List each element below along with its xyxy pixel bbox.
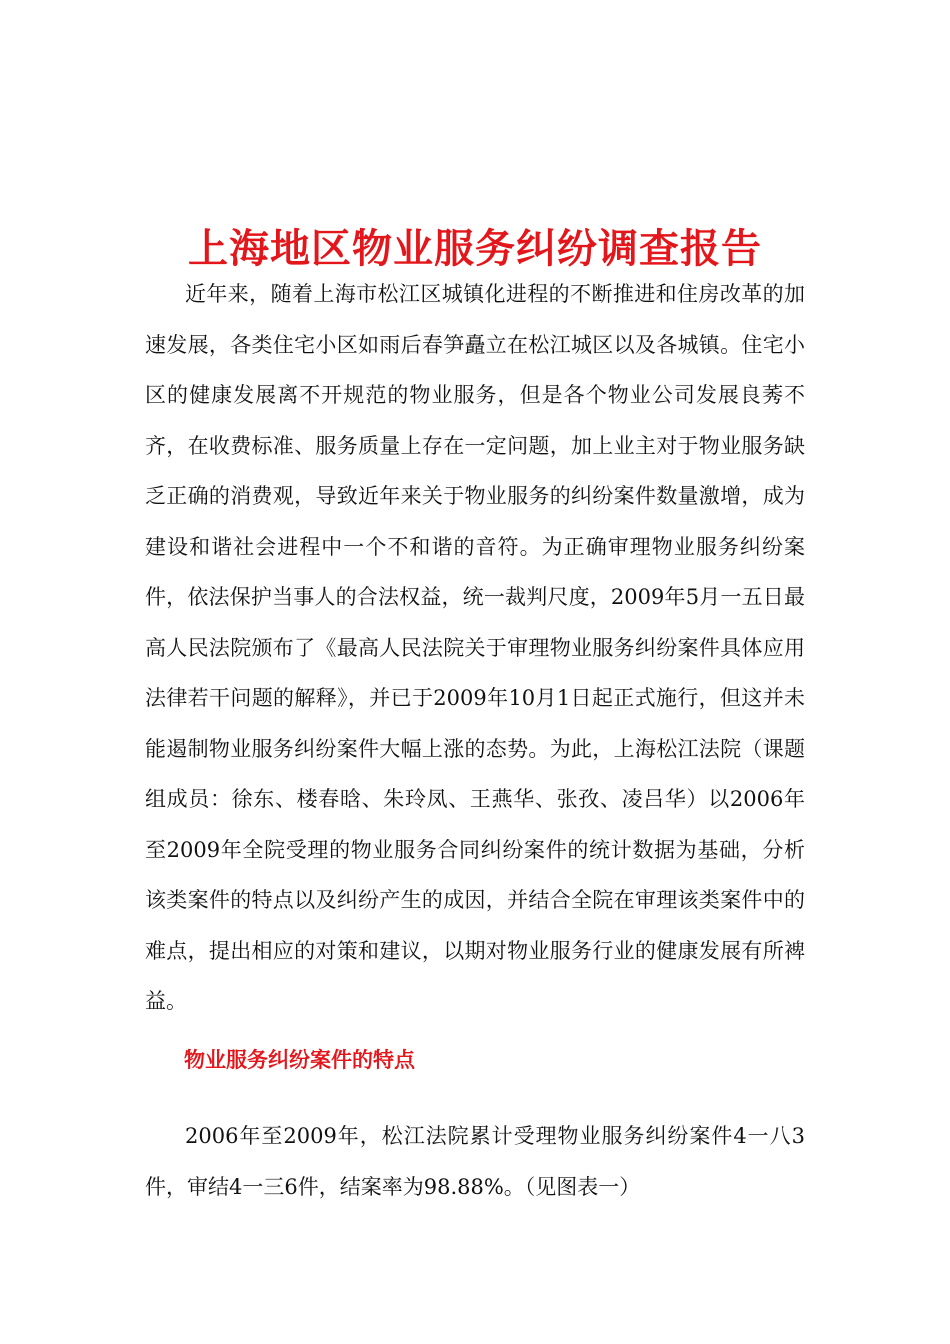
document-title: 上海地区物业服务纠纷调查报告	[188, 224, 762, 272]
section-heading: 物业服务纠纷案件的特点	[184, 1047, 415, 1072]
stats-paragraph: 2006年至2009年，松江法院累计受理物业服务纠纷案件4一八3件，审结4一三6件，结案率为98.88%。（见图表一）	[145, 1124, 805, 1199]
intro-paragraph: 近年来，随着上海市松江区城镇化进程的不断推进和住房改革的加速发展，各类住宅小区如雨后春笋矗立在松江城区以及各城镇。住宅小区的健康发展离不开规范的物业服务，但是各个物业公司发展良莠不齐，在收费标准、服务质量上存在一定问题，加上业主对于物业服务缺乏正确的消费观，导致近年来关于物业服务的纠纷案件数量激增，成为建设和谐社会进程中一个不和谐的音符。为正确审理物业服务纠纷案件，依法保护当事人的合法权益，统一裁判尺度，2009年5月一五日最高人民法院颁布了《最高人民法院关于审理物业服务纠纷案件具体应用法律若干问题的解释》，并已于2009年10月1日起正式施行，但这并未能遏制物业服务纠纷案件大幅上涨的态势。为此，上海松江法院（课题组成员：徐东、楼春晗、朱玲凤、王燕华、张孜、凌吕华）以2006年至2009年全院受理的物业服务合同纠纷案件的统计数据为基础，分析该类案件的特点以及纠纷产生的成因，并结合全院在审理该类案件中的难点，提出相应的对策和建议，以期对物业服务行业的健康发展有所裨益。	[145, 282, 805, 1013]
